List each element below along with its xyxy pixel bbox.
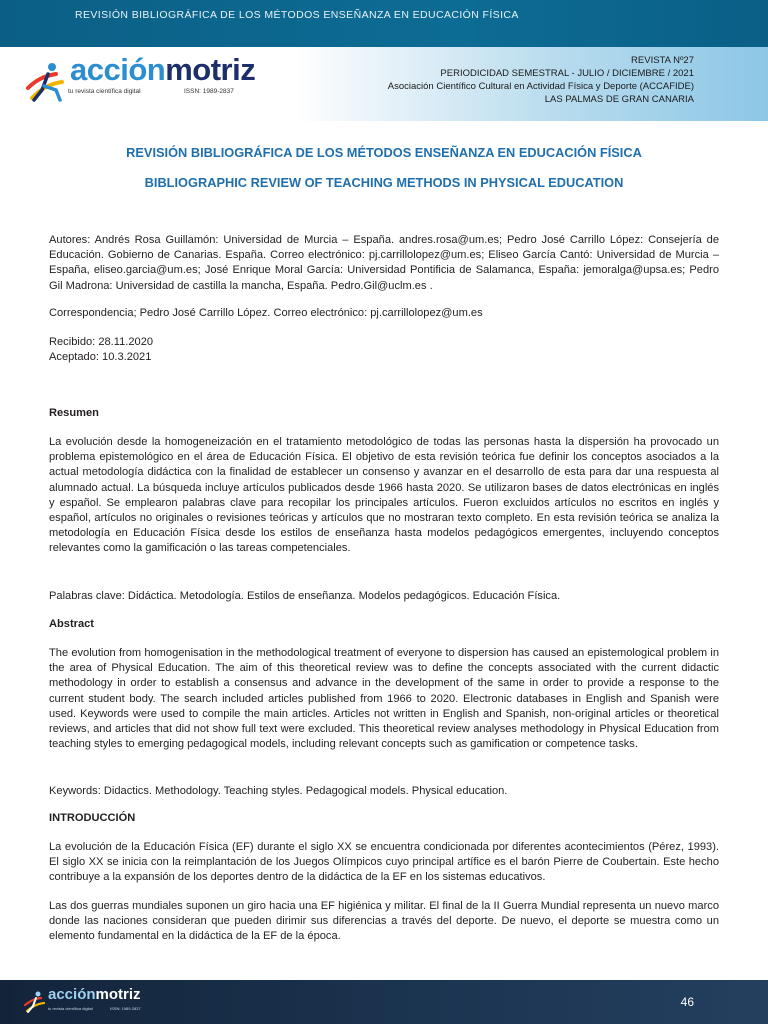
- resumen-block: [49, 435, 719, 557]
- intro-paragraph-1: [49, 840, 719, 886]
- journal-logo: [22, 52, 262, 104]
- logo-word-motriz: motriz: [165, 52, 256, 87]
- top-header-bar: [0, 0, 768, 47]
- footer-logo: [22, 986, 162, 1014]
- abstract-text: The evolution from homogenisation in the methodological treatment of everyone to dispersion has caused an epistemological problem in the area of Physical Education. The aim of this theoretical review was to define the concepts associated with the current didactic methodology in order to establish a consensus and advance in the development of the same in order to provide a response to the current student body. The search included articles published from 1966 to 2020. Electronic databases in English and Spanish were used. Keywords were used to compile the main articles. Articles not written in English and Spanish, non-original articles or theoretical reviews, and articles that did not show full text were excluded. This theoretical review analyses methodology in Physical Education from teaching styles to emerging pedagogical models, including relevant concepts such as gamification or competence tasks.: [49, 647, 719, 751]
- palabras-clave-block: [49, 589, 719, 604]
- journal-periodicity: PERIODICIDAD SEMESTRAL - JULIO / DICIEMBRE / 2021: [440, 68, 694, 79]
- running-title: REVISIÓN BIBLIOGRÁFICA DE LOS MÉTODOS ENSEÑANZA EN EDUCACIÓN FÍSICA: [75, 9, 519, 21]
- logo-word-accion: acción: [70, 52, 166, 87]
- footer-word-motriz: motriz: [95, 986, 141, 1003]
- palabras-clave-text: Palabras clave: Didáctica. Metodología. Estilos de enseñanza. Modelos pedagógicos. Educación Física.: [49, 590, 561, 602]
- keywords-text: Keywords: Didactics. Methodology. Teaching styles. Pedagogical models. Physical education.: [49, 785, 508, 797]
- resumen-heading: Resumen: [49, 407, 99, 419]
- abstract-block: [49, 646, 719, 752]
- keywords-block: [49, 784, 719, 799]
- footer-runner-icon: [22, 990, 48, 1014]
- footer-tagline: tu revista científica digital: [48, 1006, 93, 1011]
- runner-logo-icon: [22, 60, 70, 104]
- logo-tagline: tu revista científica digital: [68, 88, 141, 95]
- title-english: BIBLIOGRAPHIC REVIEW OF TEACHING METHODS IN PHYSICAL EDUCATION: [144, 175, 624, 190]
- journal-issue: REVISTA Nº27: [631, 55, 694, 66]
- footer-word-accion: acción: [48, 986, 96, 1003]
- title-spanish: REVISIÓN BIBLIOGRÁFICA DE LOS MÉTODOS ENSEÑANZA EN EDUCACIÓN FÍSICA: [126, 145, 642, 160]
- footer-issn: ISSN: 1989-2837: [110, 1006, 141, 1011]
- logo-issn: ISSN: 1989-2837: [184, 88, 234, 95]
- dates-block: [49, 335, 719, 365]
- intro-text-2: Las dos guerras mundiales suponen un giro hacia una EF higiénica y militar. El final de la II Guerra Mundial representa un nuevo marco donde las naciones consideran que pueden dirimir sus diferencias a través del deporte. De nuevo, el deporte se muestra como un elemento fundamental en la didáctica de la EF de la época.: [49, 900, 719, 943]
- journal-info: [388, 54, 694, 106]
- correspondence-block: [49, 306, 719, 321]
- intro-heading: INTRODUCCIÓN: [49, 812, 136, 824]
- resumen-text: La evolución desde la homogeneización en el tratamiento metodológico de todas las personas hasta la dispersión ha provocado un problema epistemológico en el área de Educación Física. El objetivo de esta revisión teórica fue definir los conceptos asociados a la actual metodología didáctica con la finalidad de establecer un consenso y avanzar en el desarrollo de esta para dar una respuesta al alumnado actual. La búsqueda incluye artículos publicados desde 1966 hasta 2020. Se utilizaron bases de datos electrónicas en inglés y español. Se emplearon palabras clave para recopilar los principales artículos. Fueron excluidos artículos no escritos en inglés y español, artículos no originales o revisiones teóricas y artículos que no mostraran texto completo. En esta revisión teórica se analiza la metodología en Educación Física desde los estilos de enseñanza hasta modelos pedagógicos emergentes, incluyendo conceptos relevantes como la gamificación o las tareas competenciales.: [49, 436, 719, 555]
- intro-paragraph-2: [49, 899, 719, 945]
- page-number: 46: [680, 995, 694, 1009]
- accepted-date: Aceptado: 10.3.2021: [49, 351, 152, 364]
- abstract-heading: Abstract: [49, 618, 95, 630]
- received-date: Recibido: 28.11.2020: [49, 336, 154, 348]
- footer-wordmark: [48, 986, 141, 1003]
- authors-block: [49, 233, 719, 294]
- logo-wordmark: [70, 52, 255, 88]
- journal-location: LAS PALMAS DE GRAN CANARIA: [544, 94, 694, 105]
- journal-association: Asociación Científico Cultural en Actividad Física y Deporte (ACCAFIDE): [387, 81, 694, 92]
- correspondence-text: Correspondencia; Pedro José Carrillo López. Correo electrónico: pj.carrillolopez@um.es: [49, 307, 483, 319]
- intro-text-1: La evolución de la Educación Física (EF) durante el siglo XX se encuentra condicionada por diferentes acontecimientos (Pérez, 1993). El siglo XX se inicia con la reimplantación de los Juegos Olímpicos cuyo principal artífice es el barón Pierre de Coubertain. Este hecho contribuye a la expansión de los deportes dentro de la didáctica de la EF en los sistemas educativos.: [49, 841, 719, 884]
- footer-bar: [0, 980, 768, 1024]
- authors-text: Autores: Andrés Rosa Guillamón: Universidad de Murcia – España. andres.rosa@um.es; Pedro José Carrillo López: Consejería de Educación. Gobierno de Canarias. España. Correo electrónico: pj.carrillolopez@um.es; Eliseo García Cantó: Universidad de Murcia – España, eliseo.garcia@um.es; José Enrique Moral García: Universidad Pontificia de Salamanca, España: jemoralga@upsa.es; Pedro Gil Madrona: Universidad de castilla la mancha, España. Pedro.Gil@uclm.es .: [49, 234, 719, 292]
